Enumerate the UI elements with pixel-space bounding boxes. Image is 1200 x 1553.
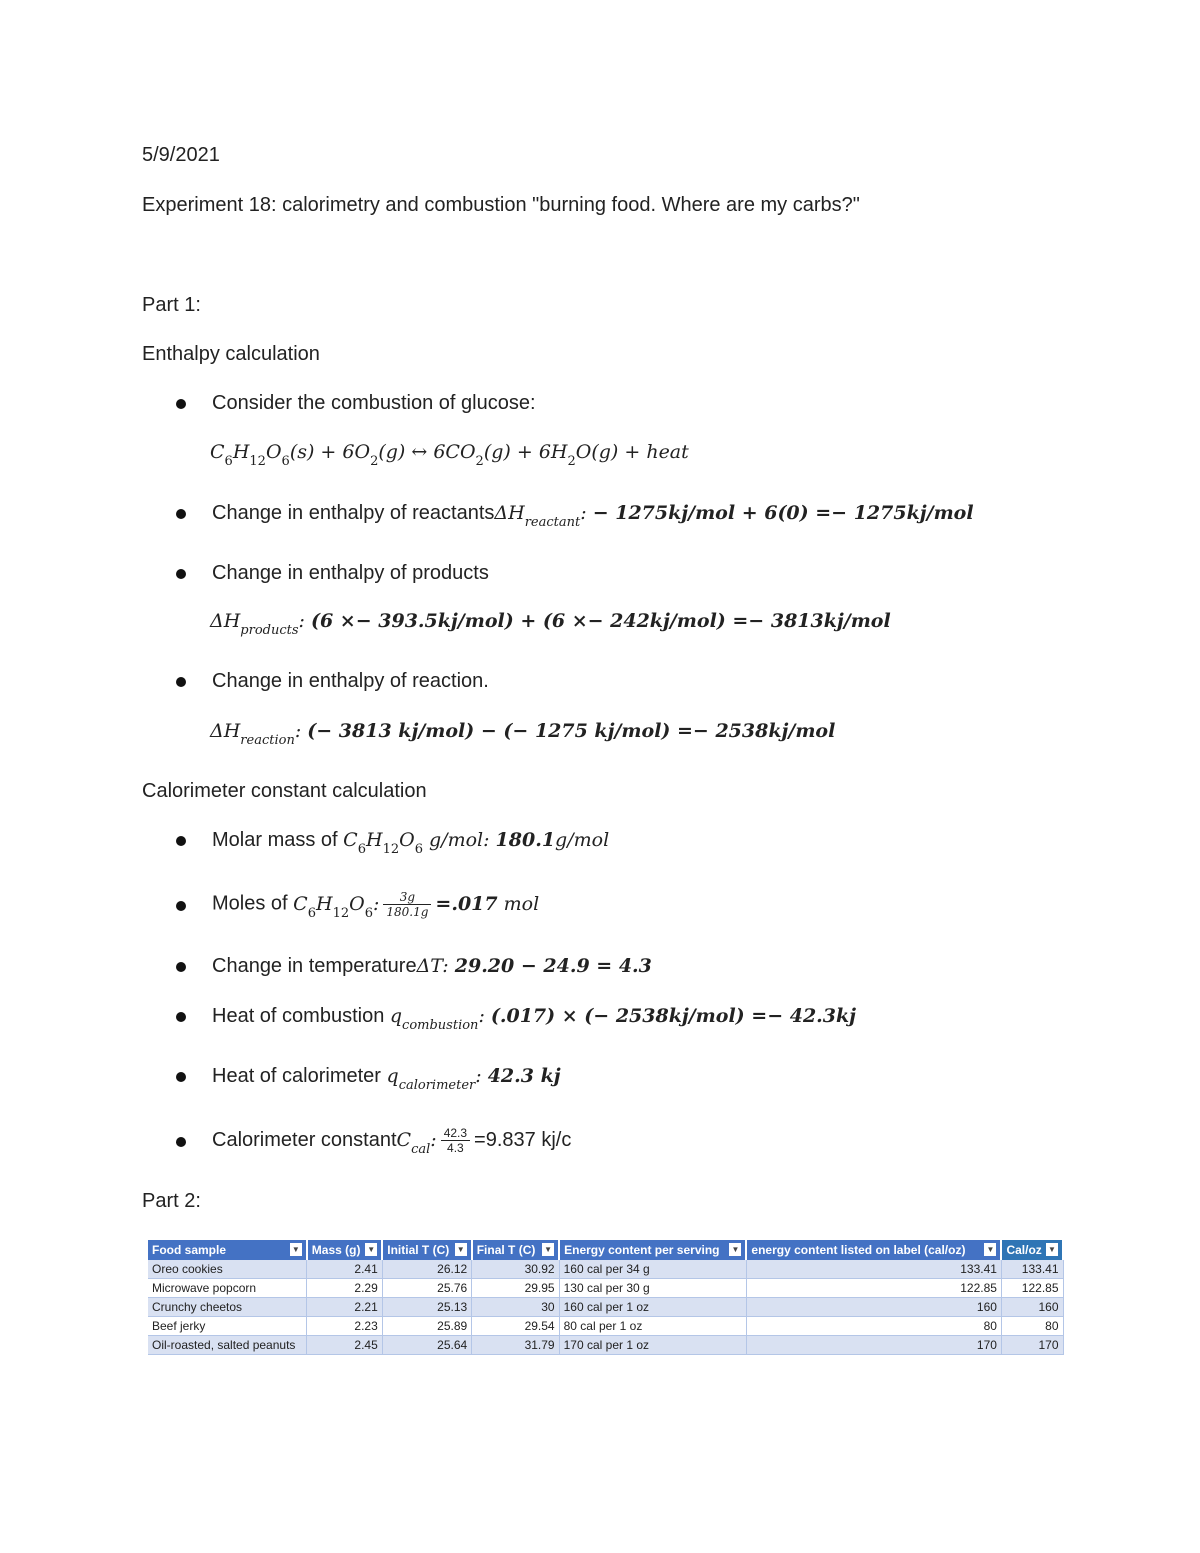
table-cell[interactable]: 25.76 — [382, 1279, 471, 1298]
filter-dropdown-icon[interactable]: ▼ — [984, 1243, 996, 1256]
column-header[interactable] — [307, 1240, 382, 1260]
enthalpy-section-heading: Enthalpy calculation — [142, 343, 320, 365]
filter-dropdown-icon[interactable]: ▼ — [365, 1243, 377, 1256]
column-header-label: Cal/oz — [1006, 1243, 1042, 1257]
column-header-label: Food sample — [152, 1243, 227, 1257]
table-row — [148, 1317, 1063, 1336]
molar-mass-label: Molar mass of — [212, 829, 344, 851]
table-cell[interactable]: 133.41 — [1001, 1260, 1063, 1279]
bullet-dot — [176, 399, 186, 409]
column-header[interactable] — [472, 1240, 559, 1260]
table-cell[interactable]: 170 cal per 1 oz — [559, 1336, 746, 1355]
document-date: 5/9/2021 — [142, 144, 220, 166]
glucose-combustion-equation: $C_6H_{12}O_6(s) + 6O_2(g)$ ↔ $6CO_2(g) + 6H_2O(g)$ + heat — [210, 441, 689, 469]
table-cell[interactable]: 2.23 — [307, 1317, 382, 1336]
table-cell[interactable]: 30 — [472, 1298, 559, 1317]
reaction-enthalpy-bullet: Change in enthalpy of reaction. — [212, 670, 489, 692]
food-data-table — [148, 1240, 1064, 1355]
column-header[interactable] — [746, 1240, 1001, 1260]
column-header-label: Initial T (C) — [387, 1243, 450, 1257]
glucose-bullet: Consider the combustion of glucose: — [212, 392, 536, 414]
table-header-row — [148, 1240, 1063, 1260]
filter-dropdown-icon[interactable]: ▼ — [1046, 1243, 1058, 1256]
table-cell[interactable]: 80 cal per 1 oz — [559, 1317, 746, 1336]
column-header[interactable] — [148, 1240, 307, 1260]
moles-label: Moles of — [212, 892, 294, 915]
molar-mass-bullet: Molar mass of $C_6H_{12}O_6$ g/mol: 180.1g/mol — [212, 829, 610, 857]
products-enthalpy-bullet: Change in enthalpy of products — [212, 562, 489, 584]
column-header-label: Final T (C) — [476, 1243, 536, 1257]
bullet-dot — [176, 901, 186, 911]
column-header-label: Energy content per serving — [564, 1243, 720, 1257]
document-title: Experiment 18: calorimetry and combustion "burning food. Where are my carbs?" — [142, 194, 860, 216]
table-row — [148, 1298, 1063, 1317]
products-enthalpy-equation: $\Delta H_{products}$: (6 ×− 393.5kj/mol) + (6 ×− 242kj/mol) =− 3813kj/mol — [210, 610, 891, 638]
table-cell[interactable]: 80 — [1001, 1317, 1063, 1336]
table-cell[interactable]: 80 — [746, 1317, 1001, 1336]
table-cell[interactable]: Oil-roasted, salted peanuts — [148, 1336, 307, 1355]
table-cell[interactable]: 130 cal per 30 g — [559, 1279, 746, 1298]
table-cell[interactable]: 160 cal per 34 g — [559, 1260, 746, 1279]
calorimeter-constant-result: =9.837 kj/c — [474, 1128, 572, 1151]
part1-heading: Part 1: — [142, 294, 201, 316]
temperature-change-label: Change in temperature — [212, 955, 417, 977]
table-cell[interactable]: 30.92 — [472, 1260, 559, 1279]
bullet-dot — [176, 1137, 186, 1147]
table-cell[interactable]: 170 — [746, 1336, 1001, 1355]
column-header-label: Mass (g) — [311, 1243, 361, 1257]
table-cell[interactable]: Beef jerky — [148, 1317, 307, 1336]
column-header[interactable] — [382, 1240, 471, 1260]
heat-calorimeter-label: Heat of calorimeter — [212, 1065, 387, 1087]
filter-dropdown-icon[interactable]: ▼ — [290, 1243, 302, 1256]
bullet-dot — [176, 1012, 186, 1022]
heat-combustion-bullet: Heat of combustion $q_{combustion}$: (.017) × (− 2538kj/mol) =− 42.3kj — [212, 1005, 857, 1033]
bullet-dot — [176, 962, 186, 972]
table-cell[interactable]: 133.41 — [746, 1260, 1001, 1279]
bullet-dot — [176, 677, 186, 687]
table-cell[interactable]: Microwave popcorn — [148, 1279, 307, 1298]
bullet-dot — [176, 836, 186, 846]
food-data-table-wrapper — [148, 1240, 1064, 1355]
table-cell[interactable]: 29.54 — [472, 1317, 559, 1336]
table-cell[interactable]: 2.45 — [307, 1336, 382, 1355]
reaction-enthalpy-equation: $\Delta H_{reaction}$: (− 3813 kj/mol) − (− 1275 kj/mol) =− 2538kj/mol — [210, 720, 836, 748]
filter-dropdown-icon[interactable]: ▼ — [729, 1243, 741, 1256]
table-row — [148, 1336, 1063, 1355]
filter-dropdown-icon[interactable]: ▼ — [455, 1243, 467, 1256]
table-cell[interactable]: Oreo cookies — [148, 1260, 307, 1279]
table-cell[interactable]: 2.21 — [307, 1298, 382, 1317]
table-cell[interactable]: 25.89 — [382, 1317, 471, 1336]
table-cell[interactable]: 25.64 — [382, 1336, 471, 1355]
table-row — [148, 1279, 1063, 1298]
column-header[interactable] — [1001, 1240, 1063, 1260]
column-header[interactable] — [559, 1240, 746, 1260]
filter-dropdown-icon[interactable]: ▼ — [542, 1243, 554, 1256]
table-cell[interactable]: 160 — [1001, 1298, 1063, 1317]
table-cell[interactable]: 2.41 — [307, 1260, 382, 1279]
heat-calorimeter-bullet: Heat of calorimeter $q_{calorimeter}$: 42.3 kj — [212, 1065, 561, 1093]
table-cell[interactable]: Crunchy cheetos — [148, 1298, 307, 1317]
bullet-dot — [176, 569, 186, 579]
reactants-enthalpy-label: Change in enthalpy of reactants — [212, 502, 495, 524]
reactants-enthalpy-bullet: Change in enthalpy of reactantsΔH$_{reactant}$: − 1275kj/mol + 6(0) =− 1275kj/mol — [212, 502, 974, 530]
calorimeter-section-heading: Calorimeter constant calculation — [142, 780, 427, 802]
table-cell[interactable]: 31.79 — [472, 1336, 559, 1355]
heat-combustion-label: Heat of combustion — [212, 1005, 390, 1027]
table-cell[interactable]: 25.13 — [382, 1298, 471, 1317]
calorimeter-constant-bullet: Calorimeter constantC$_{cal}$: $\frac{42.3}{4.3}$ =9.837 kj/c — [212, 1126, 572, 1157]
table-cell[interactable]: 160 cal per 1 oz — [559, 1298, 746, 1317]
bullet-dot — [176, 1072, 186, 1082]
table-cell[interactable]: 122.85 — [1001, 1279, 1063, 1298]
part2-heading: Part 2: — [142, 1190, 201, 1212]
temperature-change-bullet: Change in temperatureΔT: 29.20 − 24.9 = 4.3 — [212, 955, 652, 977]
table-cell[interactable]: 29.95 — [472, 1279, 559, 1298]
table-cell[interactable]: 160 — [746, 1298, 1001, 1317]
table-row — [148, 1260, 1063, 1279]
bullet-dot — [176, 509, 186, 519]
table-cell[interactable]: 170 — [1001, 1336, 1063, 1355]
moles-bullet: Moles of $C_6H_{12}O_6$: $\frac{3g}{180.1g}$ =.017 mol — [212, 890, 540, 921]
table-cell[interactable]: 2.29 — [307, 1279, 382, 1298]
table-cell[interactable]: 122.85 — [746, 1279, 1001, 1298]
calorimeter-constant-label: Calorimeter constant — [212, 1128, 397, 1151]
table-cell[interactable]: 26.12 — [382, 1260, 471, 1279]
column-header-label: energy content listed on label (cal/oz) — [751, 1243, 966, 1257]
